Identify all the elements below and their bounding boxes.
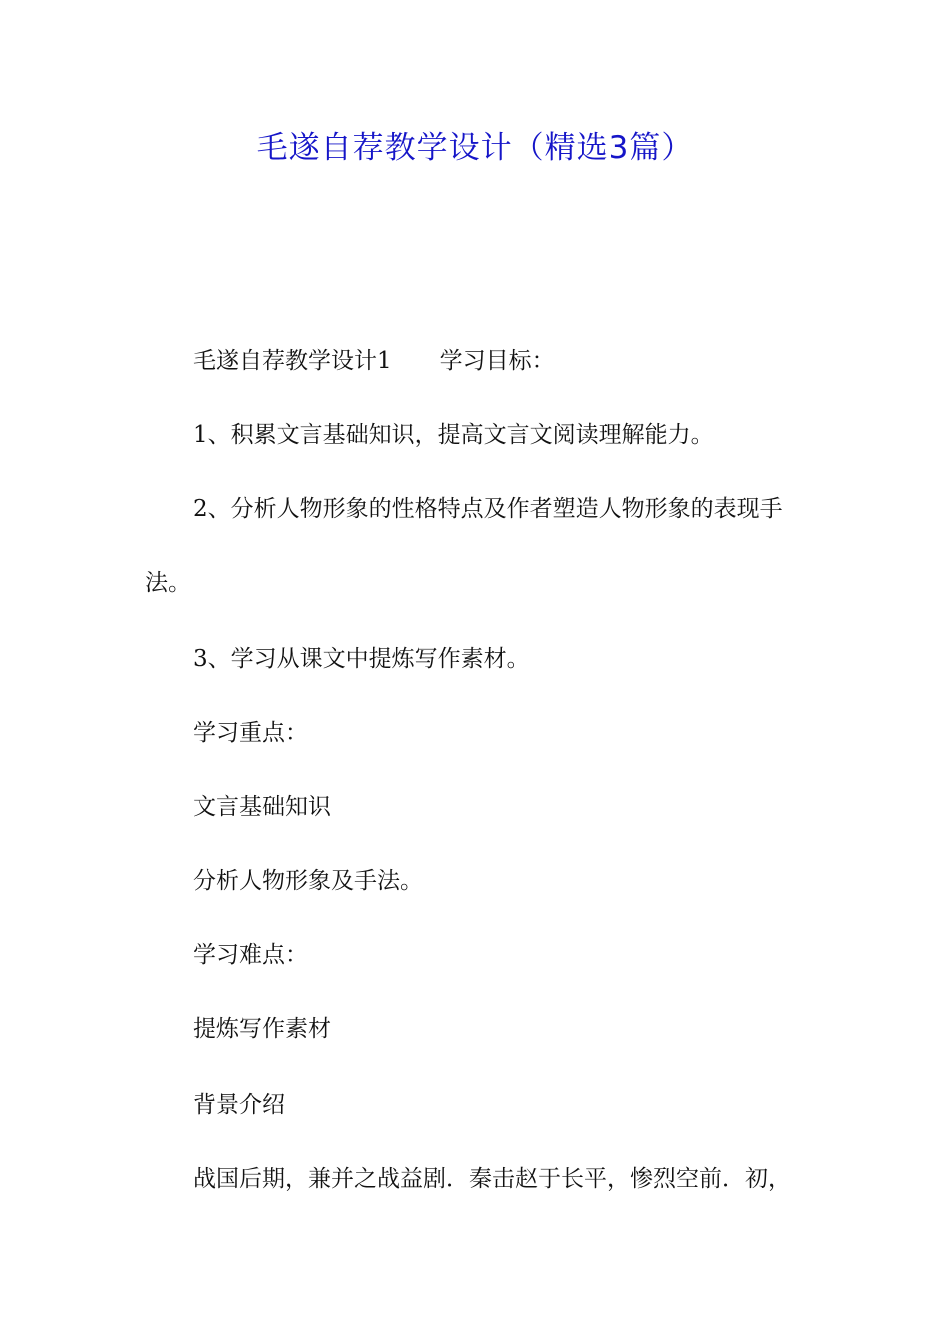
goal-1: 1、积累文言基础知识，提高文言文阅读理解能力。 [193,422,714,448]
section-heading-name: 毛遂自荐教学设计1 [193,348,392,374]
key-point-1: 文言基础知识 [193,794,331,820]
document-title: 毛遂自荐教学设计（精选3篇） [256,130,694,166]
goal-2-line-1: 2、分析人物形象的性格特点及作者塑造人物形象的表现手 [193,496,783,522]
difficulty-label: 学习难点： [193,942,308,968]
difficulty-1: 提炼写作素材 [193,1016,331,1042]
section-heading [193,346,555,376]
key-points-label: 学习重点： [193,720,308,746]
background-text: 战国后期，兼并之战益剧．秦击赵于长平，惨烈空前．初， [193,1166,791,1192]
goal-3: 3、学习从课文中提炼写作素材。 [193,646,530,672]
section-heading-goals: 学习目标： [439,348,555,374]
background-label: 背景介绍 [193,1092,285,1118]
key-point-2: 分析人物形象及手法。 [193,868,423,894]
goal-2-line-2: 法。 [145,570,191,596]
